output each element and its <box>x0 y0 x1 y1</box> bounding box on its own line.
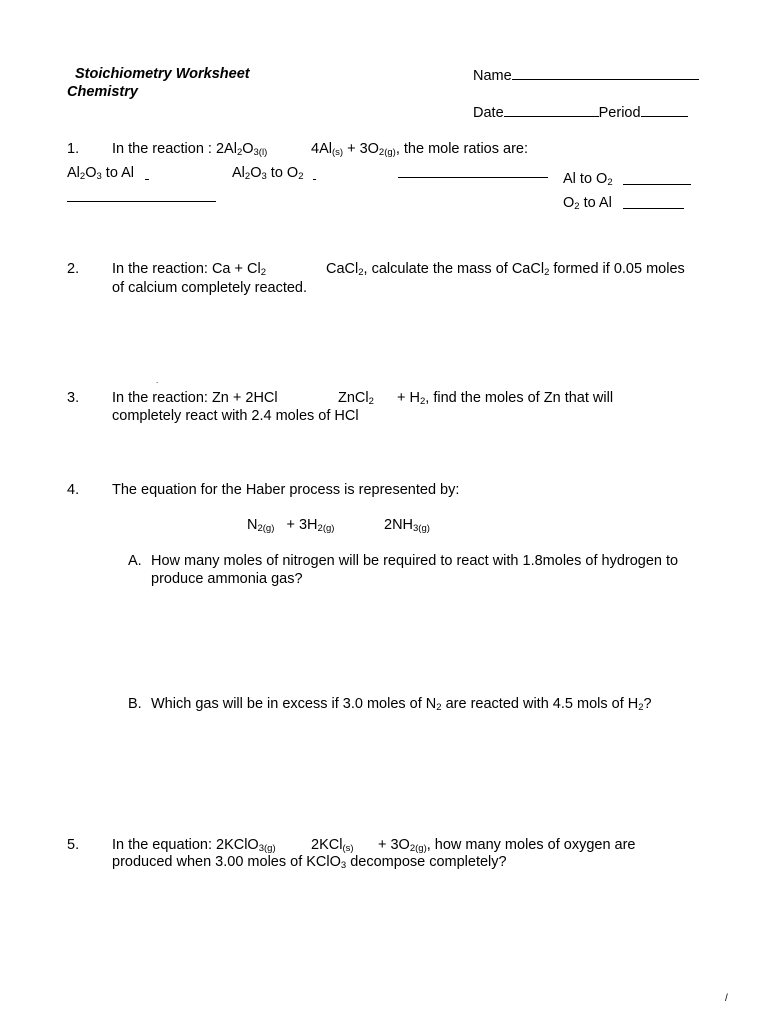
q4-intro: The equation for the Haber process is represented by: <box>112 482 460 498</box>
date-blank[interactable] <box>504 102 599 117</box>
page-corner-mark: / <box>725 993 728 1004</box>
q4b-label: B. <box>128 696 142 712</box>
q1-reaction-text: In the reaction : $2Al_2O_{3(l)}$ <box>112 141 268 158</box>
q4-equation-product: $2NH_{3(g)}$ <box>384 517 430 534</box>
name-blank[interactable] <box>512 65 699 80</box>
q1-ratio-al-to-o2: Al to $O_2$ <box>563 171 613 188</box>
q4a-line1: How many moles of nitrogen will be required to react with 1.8moles of hydrogen to <box>151 553 679 569</box>
q4b-text: Which gas will be in excess if 3.0 moles of $N_2$ are reacted with 4.5 mols of $H_2$? <box>151 696 652 713</box>
q1-mark-b <box>313 179 316 180</box>
q5-reactant: In the equation: 2KClO$_{3(g)}$ <box>112 837 276 854</box>
q1-answer-blank-c[interactable] <box>623 184 691 185</box>
q2-question: CaCl$_2$, calculate the mass of CaCl$_2$ formed if 0.05 moles <box>326 261 685 278</box>
period-label: Period <box>598 105 641 121</box>
q1-number: 1. <box>67 141 80 157</box>
q1-answer-blank-b[interactable] <box>398 177 548 178</box>
name-label: Name <box>473 68 512 84</box>
q1-mark-a <box>145 179 149 180</box>
q3-line2: completely react with 2.4 moles of HCl <box>112 408 359 424</box>
q5-number: 5. <box>67 837 80 853</box>
date-period-field <box>473 102 688 122</box>
q1-products-text: $4Al_{(s)} + 3O_{2(g)}$, the mole ratios are: <box>311 141 528 158</box>
q1-ratio-al2o3-to-al: $Al_2O_3$ to Al <box>67 165 135 182</box>
q3-reactants: In the reaction: Zn + 2HCl <box>112 390 278 406</box>
q1-ratio-o2-to-al: $O_2$ to Al <box>563 195 612 212</box>
q3-question: + $H_2$, find the moles of Zn that will <box>397 390 614 407</box>
q4-equation-reactants: $N_{2(g)}$ + $3H_{2(g)}$ <box>247 517 335 534</box>
q1-answer-blank-d[interactable] <box>623 208 684 209</box>
q4a-line2: produce ammonia gas? <box>151 571 303 587</box>
q3-product-zncl2: ZnCl$_2$ <box>338 390 374 407</box>
q1-answer-blank-a[interactable] <box>67 201 216 202</box>
q1-ratio-al2o3-to-o2: $Al_2O_3$ to $O_2$ <box>232 165 304 182</box>
date-label: Date <box>473 105 504 121</box>
worksheet-title: Stoichiometry Worksheet <box>75 66 250 82</box>
q3-number: 3. <box>67 390 80 406</box>
q2-line2: of calcium completely reacted. <box>112 280 308 296</box>
q5-question: + $3O_{2(g)}$, how many moles of oxygen are <box>378 837 636 854</box>
stray-dot: . <box>156 376 159 385</box>
q4a-label: A. <box>128 553 142 569</box>
period-blank[interactable] <box>641 102 688 117</box>
q5-line2: produced when 3.00 moles of KClO$_3$ decompose completely? <box>112 854 507 871</box>
q5-product-kcl: 2KCl$_{(s)}$ <box>311 837 354 854</box>
q4-number: 4. <box>67 482 80 498</box>
name-field <box>473 65 699 85</box>
q2-number: 2. <box>67 261 80 277</box>
q2-reactants: In the reaction: $Ca + Cl_2$ <box>112 261 266 278</box>
subject-label: Chemistry <box>67 84 138 100</box>
